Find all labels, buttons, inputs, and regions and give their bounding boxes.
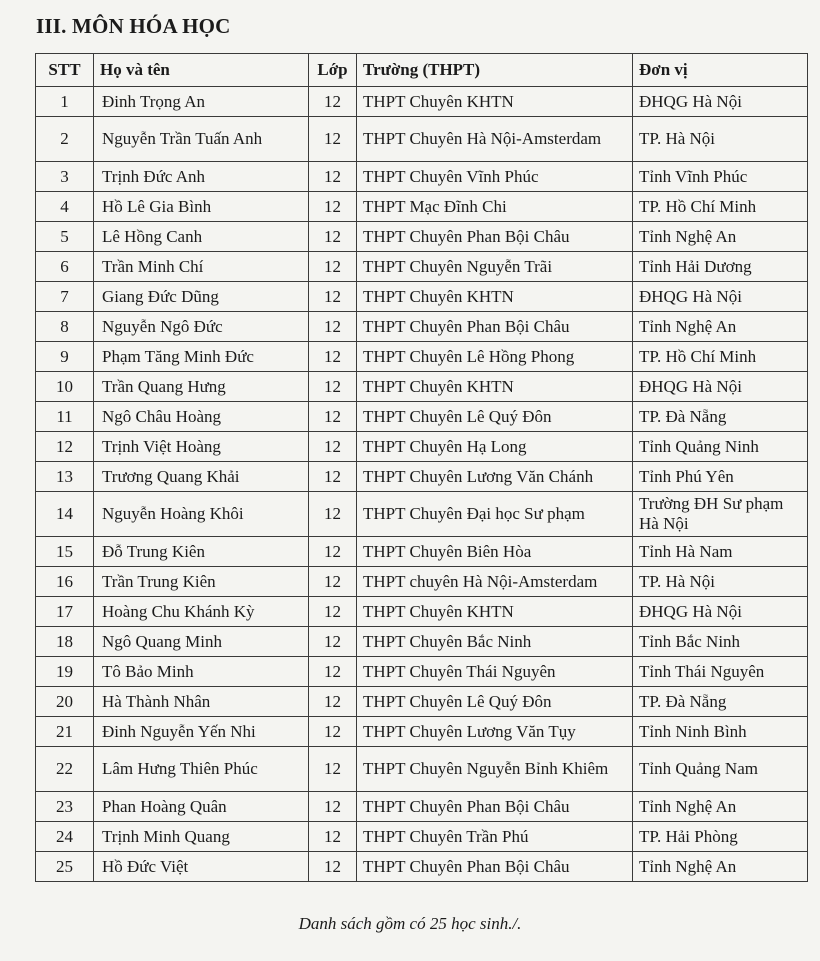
cell-school: THPT Chuyên Lương Văn Tụy [357, 717, 633, 747]
cell-unit: ĐHQG Hà Nội [633, 372, 808, 402]
table-row [36, 282, 808, 312]
cell-unit: ĐHQG Hà Nội [633, 282, 808, 312]
table-row [36, 657, 808, 687]
cell-unit: Tỉnh Hải Dương [633, 252, 808, 282]
header-stt: STT [36, 54, 94, 87]
cell-school: THPT Chuyên Vĩnh Phúc [357, 162, 633, 192]
cell-stt: 20 [36, 687, 94, 717]
table-row [36, 87, 808, 117]
cell-unit: Tỉnh Nghệ An [633, 792, 808, 822]
table-row [36, 852, 808, 882]
cell-stt: 24 [36, 822, 94, 852]
table-row [36, 492, 808, 537]
section-title: III. MÔN HÓA HỌC [36, 14, 231, 38]
cell-school: THPT Chuyên KHTN [357, 282, 633, 312]
cell-school: THPT Chuyên Phan Bội Châu [357, 792, 633, 822]
cell-school: THPT Chuyên Lương Văn Chánh [357, 462, 633, 492]
table-row [36, 372, 808, 402]
cell-name: Lâm Hưng Thiên Phúc [94, 747, 309, 792]
cell-grade: 12 [309, 597, 357, 627]
cell-school: THPT Chuyên Lê Quý Đôn [357, 402, 633, 432]
header-grade: Lớp [309, 54, 357, 87]
cell-stt: 21 [36, 717, 94, 747]
cell-grade: 12 [309, 87, 357, 117]
cell-stt: 4 [36, 192, 94, 222]
cell-unit: TP. Hồ Chí Minh [633, 192, 808, 222]
table-row [36, 822, 808, 852]
cell-grade: 12 [309, 252, 357, 282]
cell-grade: 12 [309, 342, 357, 372]
table-row [36, 597, 808, 627]
cell-name: Giang Đức Dũng [94, 282, 309, 312]
cell-school: THPT Chuyên Nguyễn Bỉnh Khiêm [357, 747, 633, 792]
cell-unit: ĐHQG Hà Nội [633, 597, 808, 627]
cell-grade: 12 [309, 657, 357, 687]
cell-grade: 12 [309, 402, 357, 432]
cell-school: THPT Chuyên Nguyễn Trãi [357, 252, 633, 282]
table-header-row [36, 54, 808, 87]
table-row [36, 537, 808, 567]
cell-school: THPT Chuyên Đại học Sư phạm [357, 492, 633, 537]
table-row [36, 687, 808, 717]
table-row [36, 312, 808, 342]
cell-grade: 12 [309, 687, 357, 717]
table-row [36, 717, 808, 747]
cell-name: Nguyễn Ngô Đức [94, 312, 309, 342]
cell-unit: ĐHQG Hà Nội [633, 87, 808, 117]
cell-school: THPT Chuyên Biên Hòa [357, 537, 633, 567]
table-row [36, 162, 808, 192]
cell-stt: 18 [36, 627, 94, 657]
cell-stt: 13 [36, 462, 94, 492]
cell-school: THPT Chuyên KHTN [357, 87, 633, 117]
cell-name: Hà Thành Nhân [94, 687, 309, 717]
cell-school: THPT Chuyên Thái Nguyên [357, 657, 633, 687]
cell-school: THPT Chuyên Hạ Long [357, 432, 633, 462]
cell-unit: TP. Đà Nẵng [633, 402, 808, 432]
cell-name: Trần Trung Kiên [94, 567, 309, 597]
cell-unit: Tỉnh Nghệ An [633, 222, 808, 252]
cell-grade: 12 [309, 537, 357, 567]
cell-school: THPT Chuyên Lê Hồng Phong [357, 342, 633, 372]
cell-name: Trịnh Việt Hoàng [94, 432, 309, 462]
cell-school: THPT Chuyên Phan Bội Châu [357, 312, 633, 342]
table-row [36, 402, 808, 432]
cell-stt: 22 [36, 747, 94, 792]
cell-grade: 12 [309, 717, 357, 747]
cell-stt: 6 [36, 252, 94, 282]
cell-unit: Tỉnh Nghệ An [633, 852, 808, 882]
cell-school: THPT Chuyên Hà Nội-Amsterdam [357, 117, 633, 162]
cell-name: Trần Quang Hưng [94, 372, 309, 402]
header-school: Trường (THPT) [357, 54, 633, 87]
cell-grade: 12 [309, 792, 357, 822]
cell-name: Phạm Tăng Minh Đức [94, 342, 309, 372]
cell-unit: Tỉnh Hà Nam [633, 537, 808, 567]
cell-stt: 1 [36, 87, 94, 117]
cell-grade: 12 [309, 192, 357, 222]
cell-stt: 17 [36, 597, 94, 627]
cell-grade: 12 [309, 462, 357, 492]
cell-stt: 7 [36, 282, 94, 312]
cell-name: Trương Quang Khải [94, 462, 309, 492]
cell-grade: 12 [309, 282, 357, 312]
cell-stt: 8 [36, 312, 94, 342]
cell-school: THPT Chuyên KHTN [357, 597, 633, 627]
cell-school: THPT Chuyên Lê Quý Đôn [357, 687, 633, 717]
cell-name: Phan Hoàng Quân [94, 792, 309, 822]
cell-grade: 12 [309, 747, 357, 792]
cell-unit: Trường ĐH Sư phạm Hà Nội [633, 492, 808, 537]
header-unit: Đơn vị [633, 54, 808, 87]
cell-unit: Tỉnh Quảng Ninh [633, 432, 808, 462]
cell-grade: 12 [309, 492, 357, 537]
table-row [36, 792, 808, 822]
cell-grade: 12 [309, 627, 357, 657]
student-table [35, 53, 808, 882]
cell-grade: 12 [309, 117, 357, 162]
table-row [36, 192, 808, 222]
cell-stt: 9 [36, 342, 94, 372]
table-row [36, 432, 808, 462]
cell-stt: 10 [36, 372, 94, 402]
table-row [36, 567, 808, 597]
cell-unit: Tỉnh Ninh Bình [633, 717, 808, 747]
cell-name: Đinh Trọng An [94, 87, 309, 117]
cell-name: Tô Bảo Minh [94, 657, 309, 687]
cell-stt: 12 [36, 432, 94, 462]
cell-name: Ngô Quang Minh [94, 627, 309, 657]
cell-name: Ngô Châu Hoàng [94, 402, 309, 432]
footer-note: Danh sách gồm có 25 học sinh./. [298, 914, 522, 933]
cell-name: Trịnh Đức Anh [94, 162, 309, 192]
cell-name: Đỗ Trung Kiên [94, 537, 309, 567]
cell-stt: 2 [36, 117, 94, 162]
cell-name: Hồ Đức Việt [94, 852, 309, 882]
cell-school: THPT Chuyên Bắc Ninh [357, 627, 633, 657]
cell-unit: Tỉnh Vĩnh Phúc [633, 162, 808, 192]
cell-grade: 12 [309, 162, 357, 192]
cell-unit: Tỉnh Nghệ An [633, 312, 808, 342]
cell-grade: 12 [309, 312, 357, 342]
cell-name: Nguyễn Trần Tuấn Anh [94, 117, 309, 162]
cell-unit: TP. Hà Nội [633, 567, 808, 597]
table-row [36, 222, 808, 252]
cell-unit: TP. Hải Phòng [633, 822, 808, 852]
cell-grade: 12 [309, 852, 357, 882]
cell-name: Trần Minh Chí [94, 252, 309, 282]
cell-stt: 3 [36, 162, 94, 192]
cell-unit: Tỉnh Quảng Nam [633, 747, 808, 792]
cell-stt: 25 [36, 852, 94, 882]
cell-grade: 12 [309, 822, 357, 852]
cell-stt: 11 [36, 402, 94, 432]
cell-grade: 12 [309, 372, 357, 402]
cell-unit: TP. Hồ Chí Minh [633, 342, 808, 372]
cell-stt: 5 [36, 222, 94, 252]
table-row [36, 747, 808, 792]
cell-unit: Tỉnh Thái Nguyên [633, 657, 808, 687]
table-row [36, 117, 808, 162]
cell-unit: TP. Hà Nội [633, 117, 808, 162]
cell-stt: 19 [36, 657, 94, 687]
cell-name: Hoàng Chu Khánh Kỳ [94, 597, 309, 627]
cell-school: THPT Chuyên Trần Phú [357, 822, 633, 852]
cell-stt: 15 [36, 537, 94, 567]
cell-school: THPT Chuyên Phan Bội Châu [357, 852, 633, 882]
cell-unit: TP. Đà Nẵng [633, 687, 808, 717]
cell-unit: Tỉnh Phú Yên [633, 462, 808, 492]
cell-stt: 23 [36, 792, 94, 822]
cell-grade: 12 [309, 567, 357, 597]
cell-unit: Tỉnh Bắc Ninh [633, 627, 808, 657]
cell-school: THPT Chuyên KHTN [357, 372, 633, 402]
cell-name: Hồ Lê Gia Bình [94, 192, 309, 222]
cell-school: THPT chuyên Hà Nội-Amsterdam [357, 567, 633, 597]
table-row [36, 462, 808, 492]
cell-grade: 12 [309, 432, 357, 462]
cell-name: Trịnh Minh Quang [94, 822, 309, 852]
cell-stt: 16 [36, 567, 94, 597]
cell-grade: 12 [309, 222, 357, 252]
cell-school: THPT Chuyên Phan Bội Châu [357, 222, 633, 252]
cell-school: THPT Mạc Đĩnh Chi [357, 192, 633, 222]
header-name: Họ và tên [94, 54, 309, 87]
table-row [36, 252, 808, 282]
table-row [36, 342, 808, 372]
cell-name: Đinh Nguyễn Yến Nhi [94, 717, 309, 747]
table-row [36, 627, 808, 657]
cell-stt: 14 [36, 492, 94, 537]
cell-name: Lê Hồng Canh [94, 222, 309, 252]
cell-name: Nguyễn Hoàng Khôi [94, 492, 309, 537]
